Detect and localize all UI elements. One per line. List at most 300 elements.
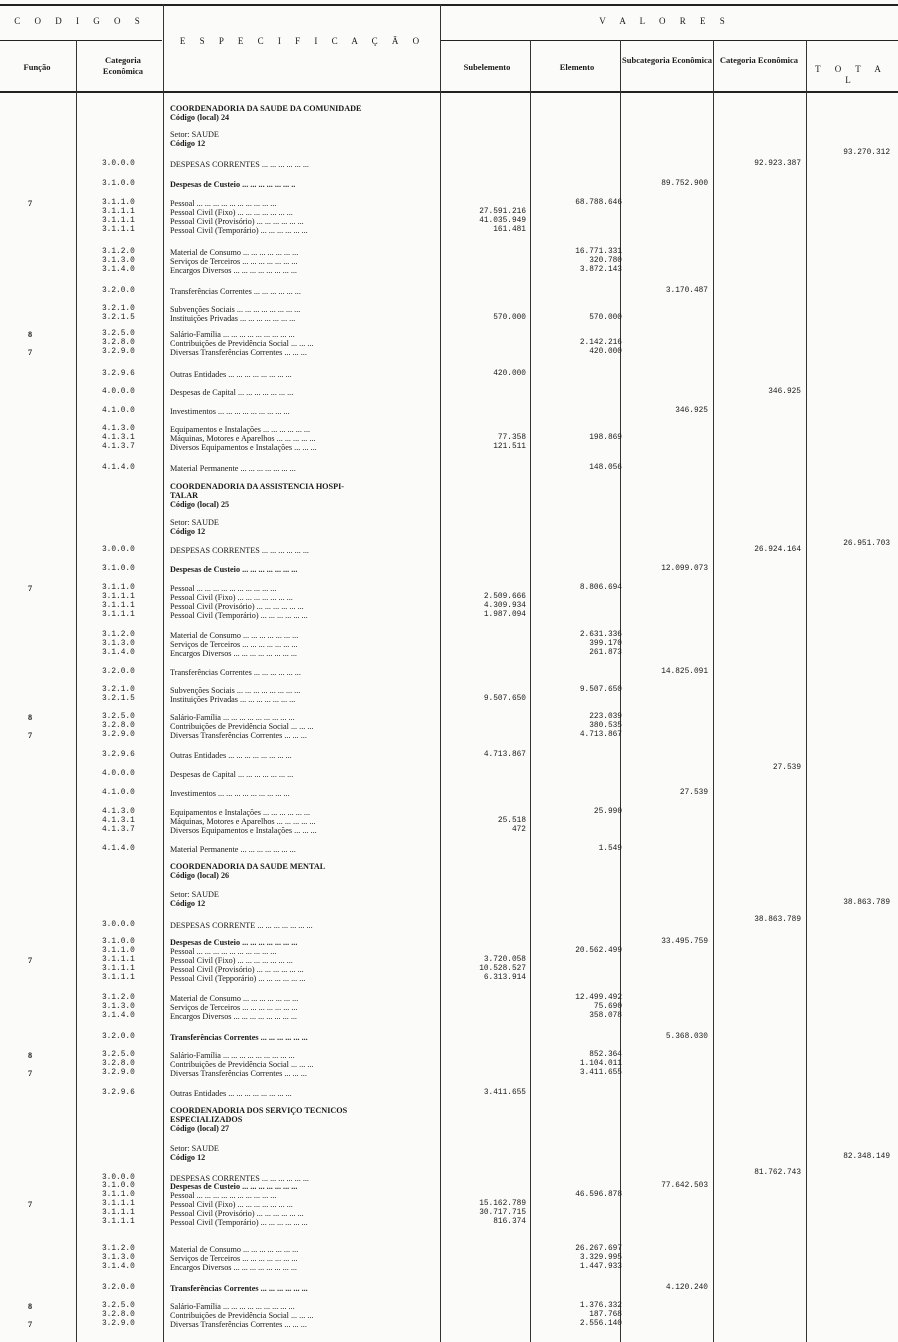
funcao-code: 7 [28, 584, 33, 593]
specification: Pessoal Civil (Tepporário) ... ... ... ... ... ... [170, 974, 306, 983]
table-row [0, 1191, 898, 1200]
category-code: 3.1.1.1 [102, 965, 135, 973]
specification: Salário-Família ... ... ... ... ... ... ... ... ... [170, 1302, 295, 1311]
elemento-value: 358.078 [589, 1012, 622, 1020]
subelemento-value: 121.511 [493, 443, 526, 451]
categoria-value: 92.923.387 [754, 160, 801, 168]
subelemento-value: 9.507.650 [483, 695, 526, 703]
subelemento-value: 27.591.216 [479, 208, 526, 216]
specification: Pessoal Civil (Fixo) ... ... ... ... ... ... ... [170, 208, 293, 217]
category-code: 3.1.3.0 [102, 257, 135, 265]
specification: Contribuições de Previdência Social ... ... ... [170, 339, 314, 348]
elemento-value: 148.056 [589, 464, 622, 472]
subelemento-value: 41.035.949 [479, 217, 526, 225]
table-row [0, 149, 898, 158]
elemento-value: 187.768 [589, 1311, 622, 1319]
funcao-code: 8 [28, 1051, 33, 1060]
specification: Outras Entidades ... ... ... ... ... ... ... ... [170, 751, 292, 760]
category-code: 3.2.5.0 [102, 713, 135, 721]
category-code: 3.2.9.0 [102, 731, 135, 739]
table-row [0, 1153, 898, 1162]
category-code: 3.2.1.0 [102, 305, 135, 313]
category-code: 3.2.8.0 [102, 1060, 135, 1068]
category-code: 3.1.3.0 [102, 1003, 135, 1011]
specification: Salário-Família ... ... ... ... ... ... ... ... ... [170, 713, 295, 722]
table-row [0, 817, 898, 826]
table-row [0, 602, 898, 611]
table-row [0, 425, 898, 434]
table-row [0, 938, 898, 947]
subelemento-value: 77.358 [497, 434, 526, 442]
table-row [0, 160, 898, 169]
specification: Encargos Diversos ... ... ... ... ... ... ... ... [170, 649, 297, 658]
specification: Investimentos ... ... ... ... ... ... ... ... ... [170, 789, 290, 798]
category-code: 3.2.8.0 [102, 1311, 135, 1319]
table-row [0, 640, 898, 649]
category-code: 3.0.0.0 [102, 1174, 135, 1182]
category-code: 3.2.0.0 [102, 287, 135, 295]
specification: Pessoal Civil (Temporário) ... ... ... ... ... ... [170, 611, 308, 620]
elemento-value: 1.376.332 [579, 1302, 622, 1310]
category-code: 3.2.0.0 [102, 668, 135, 676]
specification: Código (local) 25 [170, 500, 230, 509]
elemento-value: 25.990 [593, 808, 622, 816]
specification: Diversas Transferências Correntes ... ... ... [170, 1320, 307, 1329]
category-code: 3.1.1.0 [102, 199, 135, 207]
specification: Transferências Correntes ... ... ... ... ... ... [170, 1033, 308, 1042]
specification: Diversas Transferências Correntes ... ... ... [170, 1069, 307, 1078]
specification: Outras Entidades ... ... ... ... ... ... ... ... [170, 1089, 292, 1098]
category-code: 4.1.3.7 [102, 826, 135, 834]
table-row [0, 1209, 898, 1218]
table-row [0, 443, 898, 452]
table-row [0, 248, 898, 257]
specification: COORDENADORIA DA ASSISTENCIA HOSPI- [170, 482, 345, 491]
category-code: 3.1.2.0 [102, 631, 135, 639]
subelemento-value: 4.309.934 [483, 602, 526, 610]
category-code: 3.2.9.6 [102, 751, 135, 759]
total-value: 26.951.703 [843, 540, 890, 548]
elemento-value: 399.170 [589, 640, 622, 648]
table-row [0, 789, 898, 798]
table-row [0, 1200, 898, 1209]
funcao-code: 7 [28, 1320, 33, 1329]
specification: Encargos Diversos ... ... ... ... ... ... ... ... [170, 1263, 297, 1272]
table-row [0, 631, 898, 640]
table-row [0, 180, 898, 189]
table-row [0, 500, 898, 509]
table-row [0, 686, 898, 695]
subcategoria-value: 12.099.073 [661, 565, 708, 573]
elemento-value: 198.869 [589, 434, 622, 442]
category-code: 4.1.0.0 [102, 407, 135, 415]
specification: COORDENADORIA DA SAUDE DA COMUNIDADE [170, 104, 362, 113]
table-row [0, 518, 898, 527]
elemento-value: 26.267.697 [575, 1245, 622, 1253]
subcategoria-value: 3.170.487 [665, 287, 708, 295]
table-row [0, 1302, 898, 1311]
table-row [0, 611, 898, 620]
elemento-value: 380.535 [589, 722, 622, 730]
category-code: 3.1.0.0 [102, 938, 135, 946]
specification: Contribuições de Previdência Social ... ... ... [170, 1060, 314, 1069]
specification: Contribuições de Previdência Social ... ... ... [170, 1311, 314, 1320]
category-code: 3.1.2.0 [102, 248, 135, 256]
category-code: 3.1.1.1 [102, 602, 135, 610]
category-code: 4.1.3.1 [102, 817, 135, 825]
specification: Instituições Privadas ... ... ... ... ... ... ... [170, 695, 296, 704]
subelemento-value: 2.509.666 [483, 593, 526, 601]
subcategoria-value: 27.539 [679, 789, 708, 797]
total-value: 93.270.312 [843, 149, 890, 157]
subcategoria-value: 4.120.240 [665, 1284, 708, 1292]
table-row [0, 1115, 898, 1124]
specification: Despesas de Custeio ... ... ... ... ... ... .. [170, 180, 296, 189]
category-code: 3.1.1.1 [102, 1218, 135, 1226]
table-row [0, 130, 898, 139]
category-code: 4.1.3.0 [102, 425, 135, 433]
elemento-value: 68.788.646 [575, 199, 622, 207]
category-code: 3.2.1.5 [102, 314, 135, 322]
table-row [0, 104, 898, 113]
specification: DESPESAS CORRENTES ... ... ... ... ... ... [170, 1174, 309, 1183]
table-row [0, 339, 898, 348]
specification: Subvenções Sociais ... ... ... ... ... ... ... ... [170, 686, 301, 695]
category-code: 3.1.4.0 [102, 1012, 135, 1020]
table-row [0, 226, 898, 235]
specification: Código (local) 27 [170, 1124, 230, 1133]
specification: Despesas de Custeio ... ... ... ... ... ... ... [170, 565, 298, 574]
subelemento-value: 25.518 [497, 817, 526, 825]
specification: ESPECIALIZADOS [170, 1115, 243, 1124]
specification: Pessoal Civil (Fixo) ... ... ... ... ... ... ... [170, 956, 293, 965]
specification: Material de Consumo ... ... ... ... ... ... ... [170, 1245, 299, 1254]
category-code: 3.0.0.0 [102, 921, 135, 929]
elemento-value: 20.562.499 [575, 947, 622, 955]
table-row [0, 1003, 898, 1012]
table-row [0, 1182, 898, 1191]
specification: COORDENADORIA DA SAUDE MENTAL [170, 862, 326, 871]
funcao-code: 8 [28, 713, 33, 722]
header-subcategoria: Subcategoria Econômica [622, 55, 712, 65]
specification: Material Permanente ... ... ... ... ... ... ... [170, 845, 296, 854]
elemento-value: 2.556.140 [579, 1320, 622, 1328]
category-code: 3.1.0.0 [102, 180, 135, 188]
table-row [0, 668, 898, 677]
subelemento-value: 570.000 [493, 314, 526, 322]
table-row [0, 1284, 898, 1293]
specification: Pessoal Civil (Temporário) ... ... ... ... ... ... [170, 226, 308, 235]
table-row [0, 565, 898, 574]
category-code: 3.2.5.0 [102, 1302, 135, 1310]
table-row [0, 826, 898, 835]
subelemento-value: 472 [511, 826, 526, 834]
header-categoria-economica: Categoria Econômica [102, 55, 144, 76]
header-codigos: C O D I G O S [14, 16, 146, 26]
elemento-value: 320.780 [589, 257, 622, 265]
category-code: 3.1.3.0 [102, 640, 135, 648]
specification: Código (local) 26 [170, 871, 230, 880]
category-code: 3.2.0.0 [102, 1284, 135, 1292]
specification: Equipamentos e Instalações ... ... ... ... ... ... [170, 425, 311, 434]
table-row [0, 1051, 898, 1060]
categoria-value: 346.925 [768, 388, 801, 396]
specification: Setor: SAUDE [170, 1144, 219, 1153]
category-code: 3.2.0.0 [102, 1033, 135, 1041]
elemento-value: 223.039 [589, 713, 622, 721]
table-row [0, 584, 898, 593]
specification: Serviços de Terceiros ... ... ... ... ... ... ... [170, 257, 298, 266]
table-row [0, 257, 898, 266]
table-row [0, 546, 898, 555]
elemento-value: 3.329.995 [579, 1254, 622, 1262]
header-valores: V A L O R E S [599, 16, 731, 26]
category-code: 4.1.0.0 [102, 789, 135, 797]
valores-rule [440, 40, 898, 41]
category-code: 3.0.0.0 [102, 546, 135, 554]
table-row [0, 1124, 898, 1133]
category-code: 3.1.1.1 [102, 1200, 135, 1208]
specification: COORDENADORIA DOS SERVIÇO TECNICOS [170, 1106, 348, 1115]
elemento-value: 3.411.655 [579, 1069, 622, 1077]
funcao-code: 7 [28, 731, 33, 740]
category-code: 3.2.1.5 [102, 695, 135, 703]
category-code: 3.1.1.0 [102, 584, 135, 592]
subelemento-value: 3.411.655 [483, 1089, 526, 1097]
table-row [0, 947, 898, 956]
top-rule [0, 4, 898, 6]
codigos-rule [0, 40, 162, 41]
specification: Material Permanente ... ... ... ... ... ... ... [170, 464, 296, 473]
table-row [0, 770, 898, 779]
category-code: 3.2.9.6 [102, 370, 135, 378]
funcao-code: 7 [28, 1200, 33, 1209]
specification: Despesas de Custeio ... ... ... ... ... ... ... [170, 1182, 298, 1191]
table-row [0, 287, 898, 296]
table-row [0, 965, 898, 974]
category-code: 4.1.3.0 [102, 808, 135, 816]
header-total: T O T A L [815, 64, 887, 85]
category-code: 3.2.5.0 [102, 1051, 135, 1059]
table-row [0, 722, 898, 731]
specification: DESPESAS CORRENTES ... ... ... ... ... ... [170, 160, 309, 169]
table-row [0, 1254, 898, 1263]
specification: Transferências Correntes ... ... ... ... ... ... [170, 1284, 308, 1293]
funcao-code: 7 [28, 1069, 33, 1078]
specification: Pessoal Civil (Temporário) ... ... ... ... ... ... [170, 1218, 308, 1227]
specification: Material de Consumo ... ... ... ... ... ... ... [170, 631, 299, 640]
table-row [0, 527, 898, 536]
elemento-value: 46.596.878 [575, 1191, 622, 1199]
header-categoria: Categoria Econômica [719, 55, 799, 65]
elemento-value: 8.806.694 [579, 584, 622, 592]
table-row [0, 1012, 898, 1021]
elemento-value: 2.631.336 [579, 631, 622, 639]
category-code: 4.1.4.0 [102, 845, 135, 853]
specification: Despesas de Capital ... ... ... ... ... ... ... [170, 388, 294, 397]
table-row [0, 1106, 898, 1115]
table-row [0, 899, 898, 908]
table-row [0, 208, 898, 217]
specification: Serviços de Terceiros ... ... ... ... ... ... ... [170, 1003, 298, 1012]
category-code: 3.1.1.1 [102, 208, 135, 216]
specification: DESPESAS CORRENTE ... ... ... ... ... ... ... [170, 921, 313, 930]
specification: Pessoal ... ... ... ... ... ... ... ... ... ... [170, 199, 277, 208]
specification: Código 12 [170, 139, 206, 148]
elemento-value: 12.499.492 [575, 994, 622, 1002]
category-code: 3.1.1.0 [102, 1191, 135, 1199]
table-row [0, 348, 898, 357]
category-code: 3.2.9.0 [102, 1069, 135, 1077]
table-row [0, 314, 898, 323]
specification: Instituições Privadas ... ... ... ... ... ... ... [170, 314, 296, 323]
funcao-code: 8 [28, 1302, 33, 1311]
category-code: 3.1.1.1 [102, 956, 135, 964]
specification: Salário-Família ... ... ... ... ... ... ... ... ... [170, 330, 295, 339]
specification: Pessoal ... ... ... ... ... ... ... ... ... ... [170, 947, 277, 956]
subelemento-value: 4.713.867 [483, 751, 526, 759]
elemento-value: 420.000 [589, 348, 622, 356]
table-row [0, 1069, 898, 1078]
elemento-value: 1.447.933 [579, 1263, 622, 1271]
categoria-value: 26.924.164 [754, 546, 801, 554]
table-row [0, 482, 898, 491]
table-row [0, 464, 898, 473]
category-code: 4.1.3.1 [102, 434, 135, 442]
category-code: 3.1.2.0 [102, 1245, 135, 1253]
funcao-code: 7 [28, 199, 33, 208]
subelemento-value: 10.528.527 [479, 965, 526, 973]
specification: Material de Consumo ... ... ... ... ... ... ... [170, 248, 299, 257]
category-code: 3.2.8.0 [102, 339, 135, 347]
specification: Pessoal Civil (Provisório) ... ... ... ... ... ... [170, 1209, 304, 1218]
table-row [0, 1060, 898, 1069]
header-subelemento: Subelemento [463, 62, 511, 72]
category-code: 3.1.1.1 [102, 1209, 135, 1217]
specification: Encargos Diversos ... ... ... ... ... ... ... ... [170, 1012, 297, 1021]
funcao-code: 7 [28, 348, 33, 357]
subcategoria-value: 77.642.503 [661, 1182, 708, 1190]
category-code: 4.1.3.7 [102, 443, 135, 451]
specification: Subvenções Sociais ... ... ... ... ... ... ... ... [170, 305, 301, 314]
specification: Serviços de Terceiros ... ... ... ... ... ... ... [170, 1254, 298, 1263]
subelemento-value: 816.374 [493, 1218, 526, 1226]
subcategoria-value: 5.368.030 [665, 1033, 708, 1041]
specification: Outras Entidades ... ... ... ... ... ... ... ... [170, 370, 292, 379]
specification: Código (local) 24 [170, 113, 230, 122]
specification: Diversas Transferências Correntes ... ... ... [170, 731, 307, 740]
table-row [0, 1218, 898, 1227]
category-code: 3.1.4.0 [102, 649, 135, 657]
elemento-value: 570.000 [589, 314, 622, 322]
subelemento-value: 420.000 [493, 370, 526, 378]
specification: DESPESAS CORRENTES ... ... ... ... ... ... [170, 546, 309, 555]
specification: Máquinas, Motores e Aparelhos ... ... ... ... ... [170, 434, 316, 443]
table-row [0, 491, 898, 500]
specification: Salário-Família ... ... ... ... ... ... ... ... ... [170, 1051, 295, 1060]
elemento-value: 75.690 [593, 1003, 622, 1011]
header-especificacao: E S P E C I F I C A Ç Ã O [179, 36, 426, 46]
table-row [0, 370, 898, 379]
table-row [0, 388, 898, 397]
subelemento-value: 161.481 [493, 226, 526, 234]
category-code: 3.1.4.0 [102, 266, 135, 274]
category-code: 3.1.1.1 [102, 593, 135, 601]
table-row [0, 407, 898, 416]
specification: Serviços de Terceiros ... ... ... ... ... ... ... [170, 640, 298, 649]
specification: Código 12 [170, 1153, 206, 1162]
category-code: 3.1.3.0 [102, 1254, 135, 1262]
category-code: 3.1.4.0 [102, 1263, 135, 1271]
elemento-value: 852.364 [589, 1051, 622, 1059]
subcategoria-value: 14.825.091 [661, 668, 708, 676]
table-row [0, 1311, 898, 1320]
table-row [0, 713, 898, 722]
elemento-value: 4.713.867 [579, 731, 622, 739]
specification: Código 12 [170, 527, 206, 536]
table-row [0, 330, 898, 339]
table-row [0, 1320, 898, 1329]
specification: Setor: SAUDE [170, 518, 219, 527]
header-funcao: Função [23, 62, 51, 72]
specification: Transferências Correntes ... ... ... ... ... ... [170, 668, 301, 677]
specification: Código 12 [170, 899, 206, 908]
specification: Pessoal ... ... ... ... ... ... ... ... ... ... [170, 1191, 277, 1200]
table-row [0, 113, 898, 122]
specification: Transferências Correntes ... ... ... ... ... ... [170, 287, 301, 296]
specification: Material de Consumo ... ... ... ... ... ... ... [170, 994, 299, 1003]
table-row [0, 845, 898, 854]
category-code: 3.2.9.0 [102, 348, 135, 356]
category-code: 3.2.5.0 [102, 330, 135, 338]
specification: Pessoal Civil (Fixo) ... ... ... ... ... ... ... [170, 1200, 293, 1209]
specification: Pessoal Civil (Provisório) ... ... ... ... ... ... [170, 602, 304, 611]
specification: Diversas Transferências Correntes ... ... ... [170, 348, 307, 357]
specification: Setor: SAUDE [170, 890, 219, 899]
subelemento-value: 6.313.914 [483, 974, 526, 982]
table-row [0, 871, 898, 880]
elemento-value: 1.104.011 [579, 1060, 622, 1068]
category-code: 3.2.9.0 [102, 1320, 135, 1328]
specification: Diversos Equipamentos e Instalações ... ... ... [170, 443, 317, 452]
category-code: 3.1.2.0 [102, 994, 135, 1002]
table-row [0, 921, 898, 930]
table-row [0, 1263, 898, 1272]
elemento-value: 9.507.650 [579, 686, 622, 694]
elemento-value: 1.549 [598, 845, 622, 853]
elemento-value: 16.771.331 [575, 248, 622, 256]
categoria-value: 27.539 [772, 764, 801, 772]
subcategoria-value: 89.752.900 [661, 180, 708, 188]
table-row [0, 1144, 898, 1153]
category-code: 3.1.1.1 [102, 974, 135, 982]
table-row [0, 808, 898, 817]
category-code: 3.0.0.0 [102, 160, 135, 168]
table-row [0, 305, 898, 314]
table-row [0, 593, 898, 602]
specification: Pessoal Civil (Provisório) ... ... ... ... ... ... [170, 965, 304, 974]
specification: Pessoal Civil (Fixo) ... ... ... ... ... ... ... [170, 593, 293, 602]
category-code: 3.2.1.0 [102, 686, 135, 694]
table-row [0, 434, 898, 443]
funcao-code: 7 [28, 956, 33, 965]
category-code: 3.2.9.6 [102, 1089, 135, 1097]
specification: Contribuições de Previdência Social ... ... ... [170, 722, 314, 731]
table-row [0, 1033, 898, 1042]
specification: Máquinas, Motores e Aparelhos ... ... ... ... ... [170, 817, 316, 826]
subelemento-value: 30.717.715 [479, 1209, 526, 1217]
specification: Encargos Diversos ... ... ... ... ... ... ... ... [170, 266, 297, 275]
